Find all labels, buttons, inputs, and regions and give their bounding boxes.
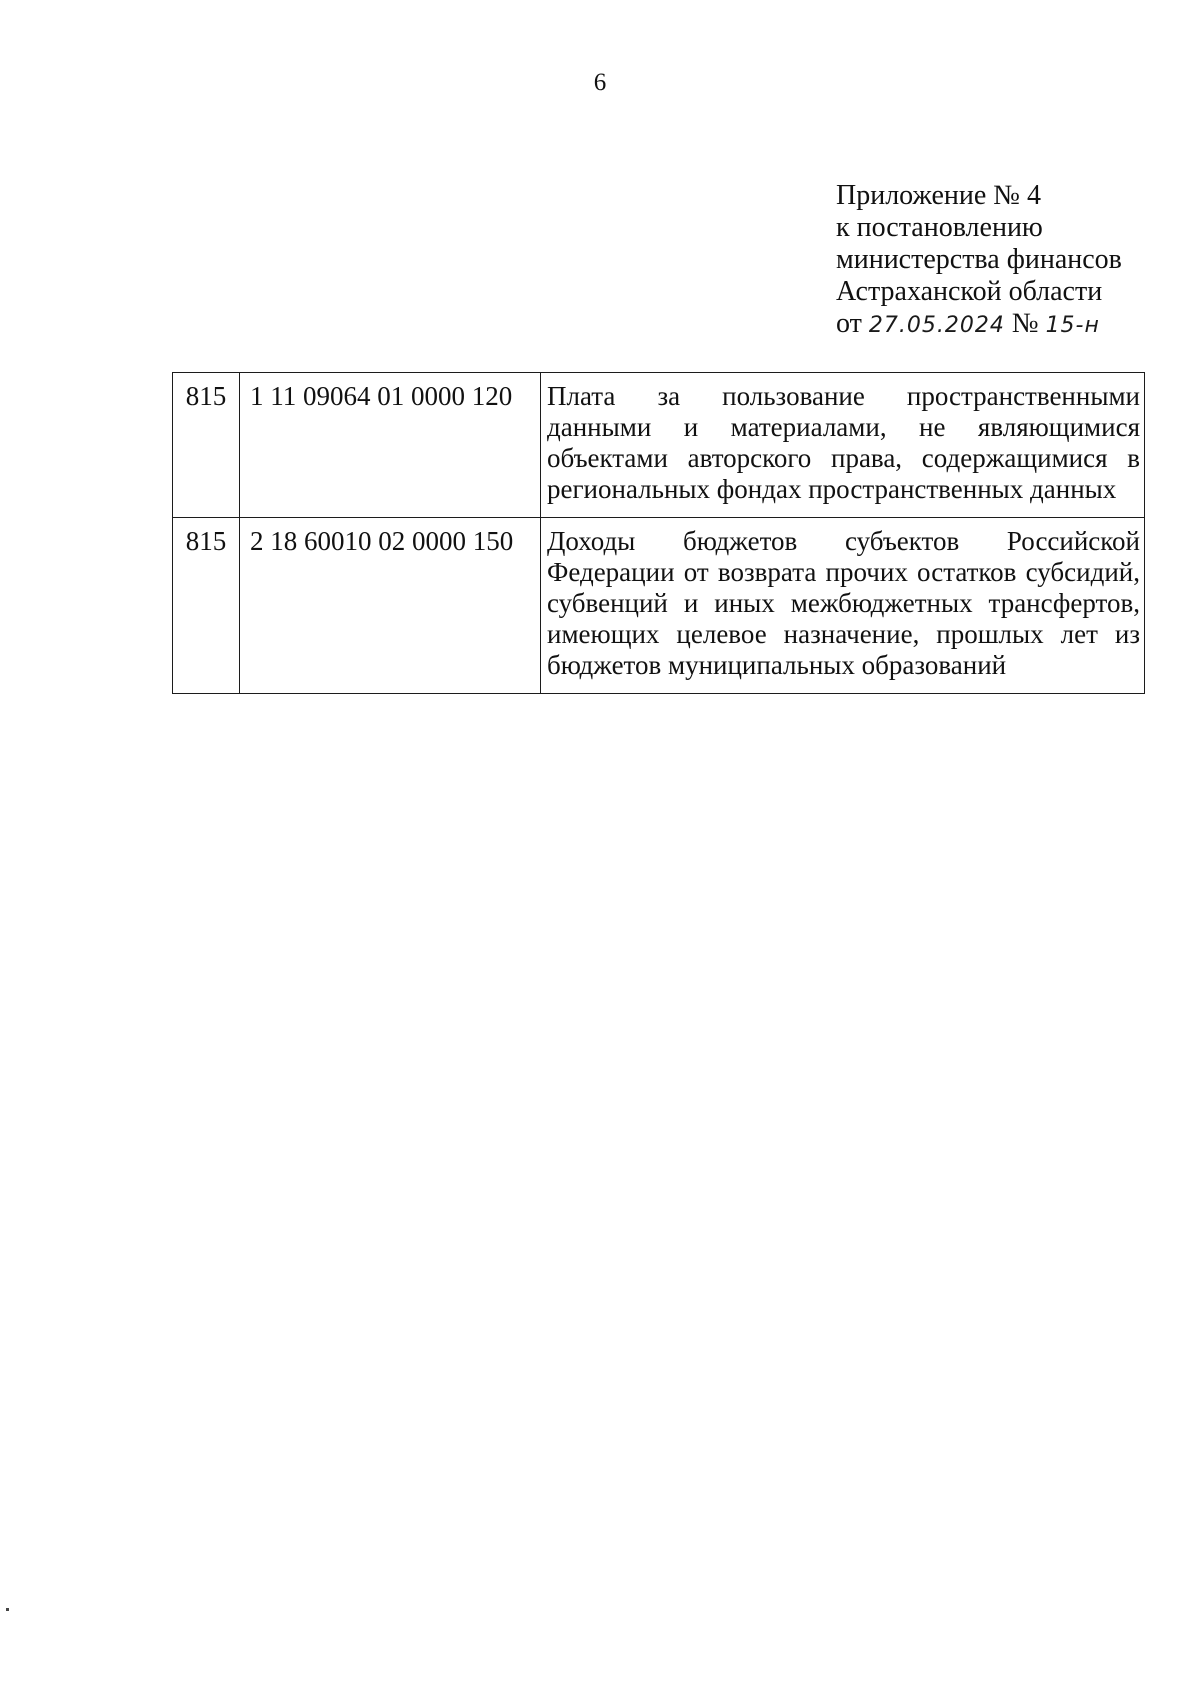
date-prefix: от [836, 308, 862, 339]
appendix-date-line [836, 308, 1122, 342]
revenue-name-cell: Доходы бюджетов субъектов Российской Федерации от возврата прочих остатков субсидий, субвенций и иных межбюджетных трансфертов, имеющих целевое назначение, прошлых лет из бюджетов муниципальных образований [541, 518, 1145, 694]
budget-code-cell: 2 18 60010 02 0000 150 [240, 518, 541, 694]
org-code-cell: 815 [173, 518, 240, 694]
handwritten-date: 27.05.2024 [868, 313, 1005, 338]
appendix-ministry: министерства финансов [836, 244, 1122, 275]
revenue-name-cell: Плата за пользование пространственными данными и материалами, не являющимися объектами авторского права, содержащимися в региональных фондах пространственных данных [541, 373, 1145, 518]
revenue-codes-table [172, 372, 1145, 694]
number-prefix: № [1011, 308, 1039, 339]
appendix-region: Астраханской области [836, 276, 1103, 307]
appendix-title: Приложение № 4 [836, 180, 1041, 211]
budget-code-cell: 1 11 09064 01 0000 120 [240, 373, 541, 518]
scan-edge-mark [6, 1608, 9, 1611]
page-number: 6 [593, 69, 607, 96]
appendix-header [836, 180, 1122, 342]
handwritten-number: 15-н [1045, 313, 1100, 338]
org-code-cell: 815 [173, 373, 240, 518]
table-row [173, 518, 1145, 694]
appendix-resolution: к постановлению [836, 212, 1043, 243]
table-row [173, 373, 1145, 518]
